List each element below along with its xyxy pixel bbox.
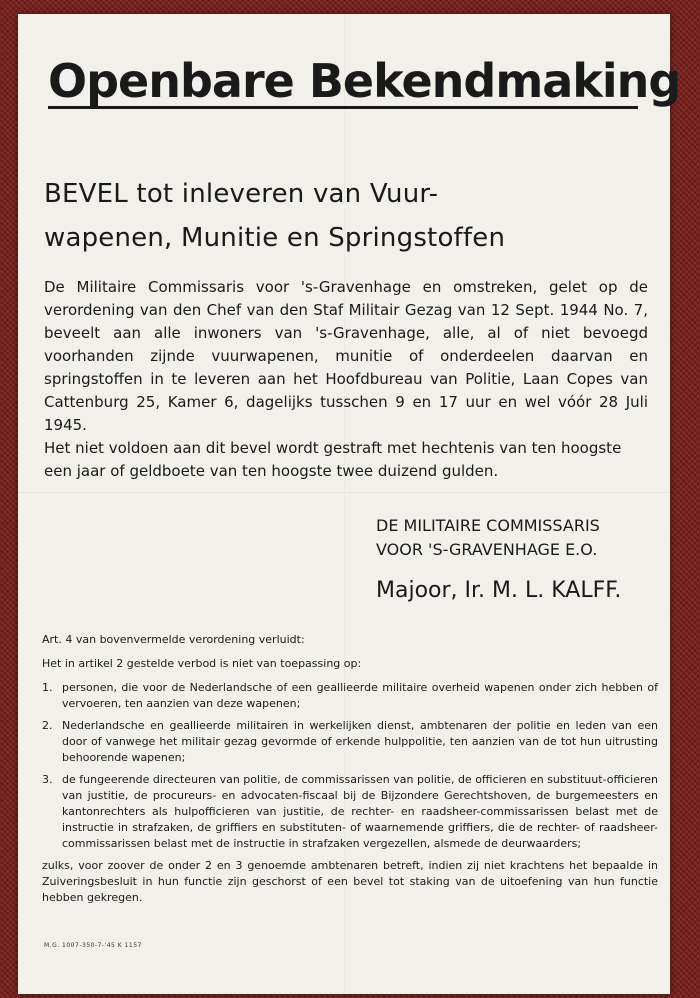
exemption-list: [42, 680, 658, 852]
order-text: [44, 276, 648, 483]
article-closing: zulks, voor zoover de onder 2 en 3 genoemde ambtenaren betreft, indien zij niet krachtens het bepaalde in Zuiveringsbesluit in hun functie zijn geschorst of een bevel tot staking van de uitoefening van hun functie hebben gekregen.: [42, 859, 658, 904]
exemption-item: [42, 718, 658, 766]
poster: [18, 14, 681, 994]
item-number: 2.: [42, 719, 53, 732]
signatory-name: Majoor, Ir. M. L. KALFF.: [376, 578, 622, 603]
article-intro: Art. 4 van bovenvermelde verordening verluidt:: [42, 633, 305, 646]
signatory-line-2: VOOR 'S-GRAVENHAGE E.O.: [376, 540, 598, 559]
subtitle-line-1: BEVEL tot inleveren van Vuur-: [44, 179, 439, 209]
article-lead: Het in artikel 2 gestelde verbod is niet van toepassing op:: [42, 657, 362, 670]
article-4-text: [42, 632, 658, 906]
order-paragraph: De Militaire Commissaris voor 's-Gravenhage en omstreken, gelet op de verordening van den Chef van den Staf Militair Gezag van 12 Sept. 1944 No. 7, beveelt aan alle inwoners van 's-Gravenhage, alle, al of niet bevoegd voorhanden zijnde vuurwapenen, munitie of onderdeelen daarvan en springstoffen in te leveren aan het Hoofdbureau van Politie, Laan Copes van Cattenburg 25, Kamer 6, dagelijks tusschen 9 en 17 uur en wel vóór 28 Juli 1945.: [44, 278, 648, 434]
item-number: 1.: [42, 681, 53, 694]
print-code: M.G. 1007-350-7-'45 K 1157: [44, 942, 142, 949]
penalty-paragraph: Het niet voldoen aan dit bevel wordt gestraft met hechtenis van ten hoogste een jaar of geldboete van ten hoogste twee duizend gulden.: [44, 439, 622, 480]
subtitle-line-2: wapenen, Munitie en Springstoffen: [44, 223, 506, 253]
item-number: 3.: [42, 773, 53, 786]
signatory-line-1: DE MILITAIRE COMMISSARIS: [376, 516, 600, 535]
item-text: personen, die voor de Nederlandsche of een geallieerde militaire overheid wapenen onder zich hebben of vervoeren, ten aanzien van deze wapenen;: [62, 681, 658, 710]
exemption-item: [42, 680, 658, 712]
signatory-title: [376, 514, 656, 562]
exemption-item: [42, 772, 658, 852]
headline: Openbare Bekendmaking: [48, 54, 681, 108]
item-text: de fungeerende directeuren van politie, de commissarissen van politie, de officieren en substituut-officieren van justitie, de procureurs- en advocaten-fiscaal bij de Bijzondere Gerechtshoven, de burgemeesters en kantonrechters als hulpofficieren van justitie, de rechter- en raadsheer-commissarissen belast met de instructie in strafzaken, de griffiers en substituten- of waarnemende griffiers, die de rechter- of raadsheer-commissarissen belast met de instructie in strafzaken vergezellen, alsmede de deurwaarders;: [62, 773, 658, 850]
item-text: Nederlandsche en geallieerde militairen in werkelijken dienst, ambtenaren der politie en leden van een door of vanwege het militair gezag gevormde of erkende hulppolitie, ten aanzien van de tot hun uitrusting behoorende wapenen;: [62, 719, 658, 764]
subtitle: [44, 172, 544, 260]
